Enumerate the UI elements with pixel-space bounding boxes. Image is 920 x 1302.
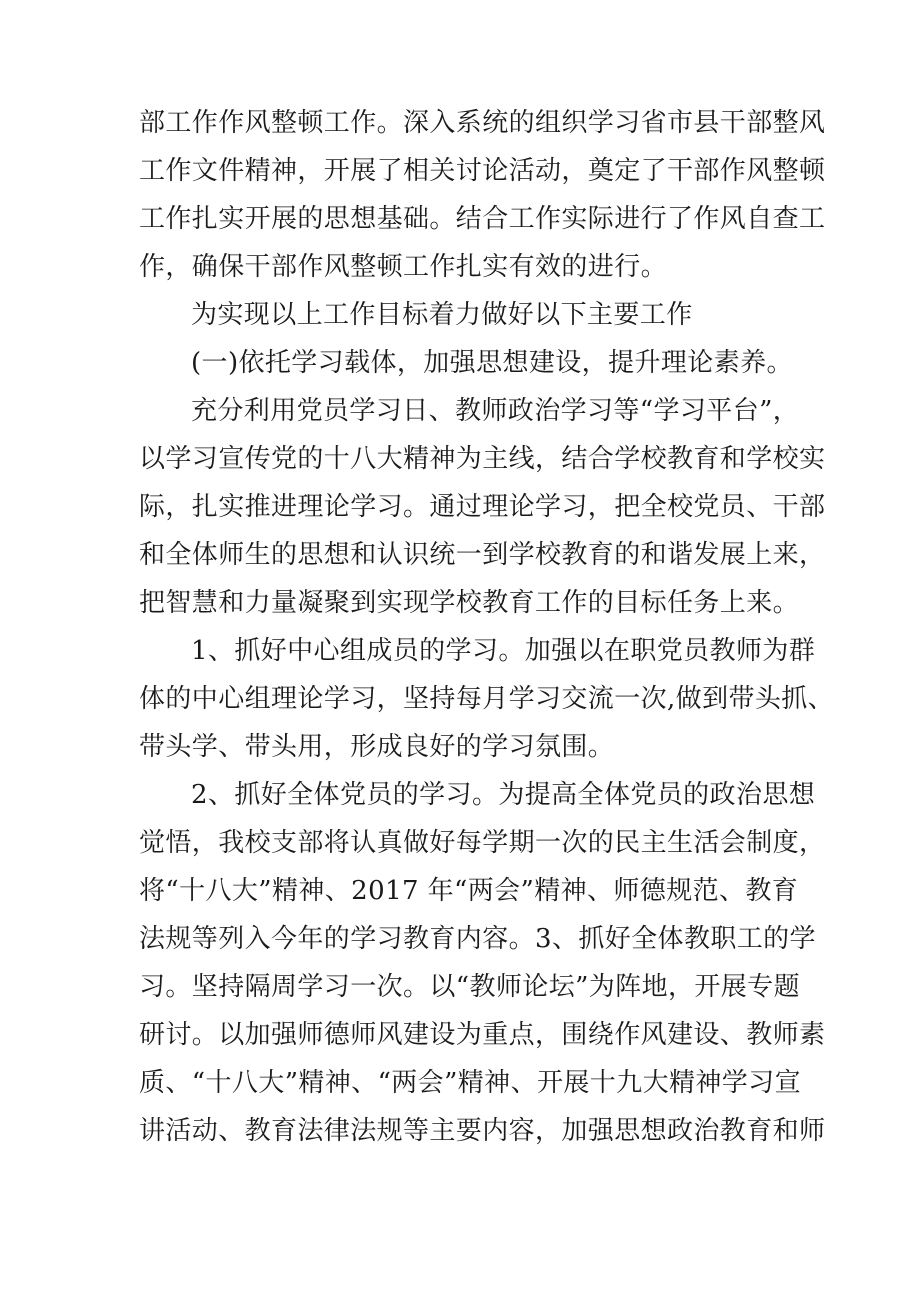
document-body (139, 99, 835, 1155)
text-line: 为实现以上工作目标着力做好以下主要工作 (191, 300, 693, 330)
text-line: 研讨。以加强师德师风建设为重点，围绕作风建设、教师素 (139, 1020, 826, 1050)
text-line: 工作文件精神，开展了相关讨论活动，奠定了干部作风整顿 (139, 156, 826, 186)
text-line: 和全体师生的思想和认识统一到学校教育的和谐发展上来， (139, 540, 826, 570)
text-line: 际，扎实推进理论学习。通过理论学习，把全校党员、干部 (139, 492, 826, 522)
text-line: 将“十八大”精神、2017 年“两会”精神、师德规范、教育 (139, 876, 799, 906)
text-line: 2、抓好全体党员的学习。为提高全体党员的政治思想 (191, 780, 816, 810)
text-line: 1、抓好中心组成员的学习。加强以在职党员教师为群 (191, 636, 816, 666)
text-line: 带头学、带头用，形成良好的学习氛围。 (139, 732, 615, 762)
text-line: 把智慧和力量凝聚到实现学校教育工作的目标任务上来。 (139, 588, 800, 618)
text-line: 觉悟，我校支部将认真做好每学期一次的民主生活会制度， (139, 828, 826, 858)
text-line: 充分利用党员学习日、教师政治学习等“学习平台”， (191, 396, 800, 426)
text-line: 以学习宣传党的十八大精神为主线，结合学校教育和学校实 (139, 444, 826, 474)
text-line: 部工作作风整顿工作。深入系统的组织学习省市县干部整风 (139, 108, 826, 138)
text-line: 法规等列入今年的学习教育内容。3、抓好全体教职工的学 (139, 924, 816, 954)
text-line: 作，确保干部作风整顿工作扎实有效的进行。 (139, 252, 668, 282)
text-line: 体的中心组理论学习，坚持每月学习交流一次,做到带头抓、 (139, 684, 835, 714)
text-line: 讲活动、教育法律法规等主要内容，加强思想政治教育和师 (139, 1116, 826, 1146)
text-line: 质、“十八大”精神、“两会”精神、开展十九大精神学习宣 (139, 1068, 801, 1098)
text-line: 工作扎实开展的思想基础。结合工作实际进行了作风自查工 (139, 204, 826, 234)
text-line: (一)依托学习载体，加强思想建设，提升理论素养。 (191, 348, 793, 378)
text-line: 习。坚持隔周学习一次。以“教师论坛”为阵地，开展专题 (139, 972, 800, 1002)
